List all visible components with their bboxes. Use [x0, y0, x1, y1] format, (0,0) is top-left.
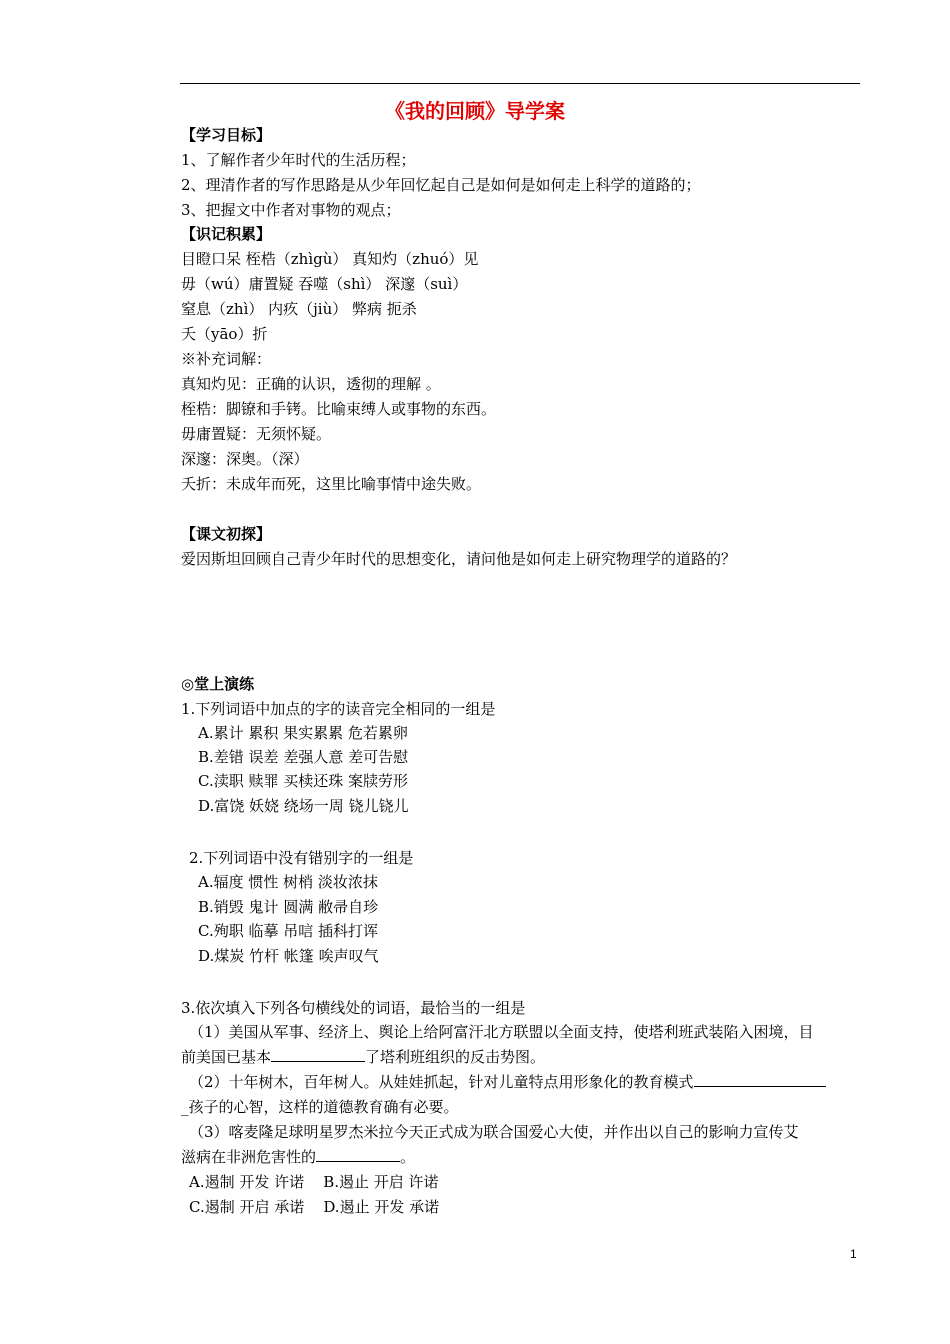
practice-heading: ◎堂上演练	[181, 675, 255, 693]
q3-options-row-2: C.遏制 开启 承诺 D.遏止 开发 承诺	[189, 1198, 440, 1216]
vocab-line: 夭（yāo）折	[181, 325, 268, 343]
q1-option-d: D.富饶 妖娆 绕场一周 铙儿铙儿	[198, 797, 409, 815]
vocab-line: 目瞪口呆 桎梏（zhìgù） 真知灼（zhuó）见	[181, 250, 479, 268]
q3-sentence-3-cont	[181, 1146, 415, 1168]
q2-option-a: A.辐度 惯性 树梢 淡妆浓抹	[198, 873, 378, 891]
q1-option-a: A.累计 累积 果实累累 危若累卵	[198, 724, 408, 742]
q2-option-c: C.殉职 临摹 吊唁 插科打诨	[198, 922, 379, 940]
answer-blank	[271, 1046, 365, 1062]
page-title: 《我的回顾》导学案	[385, 99, 565, 123]
definition-line: 深邃：深奥。（深）	[181, 450, 309, 468]
q2-option-d: D.煤炭 竹杆 帐篷 唉声叹气	[198, 947, 379, 965]
q3-sentence-3: （3）喀麦隆足球明星罗杰米拉今天正式成为联合国爱心大使，并作出以自己的影响力宣传艾	[189, 1123, 799, 1141]
answer-blank	[694, 1071, 826, 1087]
goal-item: 1、了解作者少年时代的生活历程；	[181, 151, 416, 169]
q2-option-b: B.销毁 鬼计 圆满 敝帚自珍	[198, 898, 379, 916]
definition-line: 桎梏：脚镣和手铐。比喻束缚人或事物的东西。	[181, 400, 497, 418]
q3-sentence-1-cont	[181, 1046, 545, 1068]
definition-line: 夭折：未成年而死，这里比喻事情中途失败。	[181, 475, 482, 493]
q2-stem: 2.下列词语中没有错别字的一组是	[189, 849, 414, 867]
vocab-line: 窒息（zhì） 内疚（jiù） 弊病 扼杀	[181, 300, 417, 318]
q1-stem: 1.下列词语中加点的字的读音完全相同的一组是	[181, 700, 496, 718]
q3-sentence-2	[189, 1071, 826, 1093]
goal-item: 3、把握文中作者对事物的观点；	[181, 201, 401, 219]
explore-question: 爱因斯坦回顾自己青少年时代的思想变化，请问他是如何走上研究物理学的道路的？	[181, 550, 737, 568]
definition-line: 毋庸置疑：无须怀疑。	[181, 425, 332, 443]
definition-line: 真知灼见：正确的认识，透彻的理解 。	[181, 375, 441, 393]
q3-sentence-1-pre: 前美国已基本	[181, 1048, 272, 1066]
q3-sentence-2-cont: _孩子的心智，这样的道德教育确有必要。	[181, 1098, 459, 1116]
q1-option-b: B.差错 误差 差强人意 差可告慰	[198, 748, 409, 766]
page-number: 1	[850, 1247, 857, 1261]
q3-sentence-3-pre: 滋病在非洲危害性的	[181, 1148, 317, 1166]
goal-item: 2、理清作者的写作思路是从少年回忆起自己是如何是如何走上科学的道路的；	[181, 176, 701, 194]
q3-sentence-1: （1）美国从军事、经济上、舆论上给阿富汗北方联盟以全面支持，使塔利班武装陷入困境，目	[189, 1023, 814, 1041]
explore-heading: 【课文初探】	[181, 525, 272, 543]
goals-heading: 【学习目标】	[181, 126, 272, 144]
q3-sentence-1-post: 了塔利班组织的反击势图。	[365, 1048, 546, 1066]
q3-stem: 3.依次填入下列各句横线处的词语，最恰当的一组是	[181, 999, 526, 1017]
supplement-heading: ※补充词解：	[181, 350, 272, 368]
q3-options-row-1: A.遏制 开发 许诺 B.遏止 开启 许诺	[189, 1173, 439, 1191]
q1-option-c: C.渎职 赎罪 买椟还珠 案牍劳形	[198, 772, 409, 790]
q3-sentence-3-post: 。	[400, 1148, 416, 1166]
answer-blank	[316, 1146, 400, 1162]
vocab-heading: 【识记积累】	[181, 225, 272, 243]
q3-sentence-2-text: （2）十年树木，百年树人。从娃娃抓起，针对儿童特点用形象化的教育模式	[189, 1073, 694, 1091]
vocab-line: 毋（wú）庸置疑 吞噬（shì） 深邃（suì）	[181, 275, 468, 293]
header-rule	[180, 83, 860, 84]
